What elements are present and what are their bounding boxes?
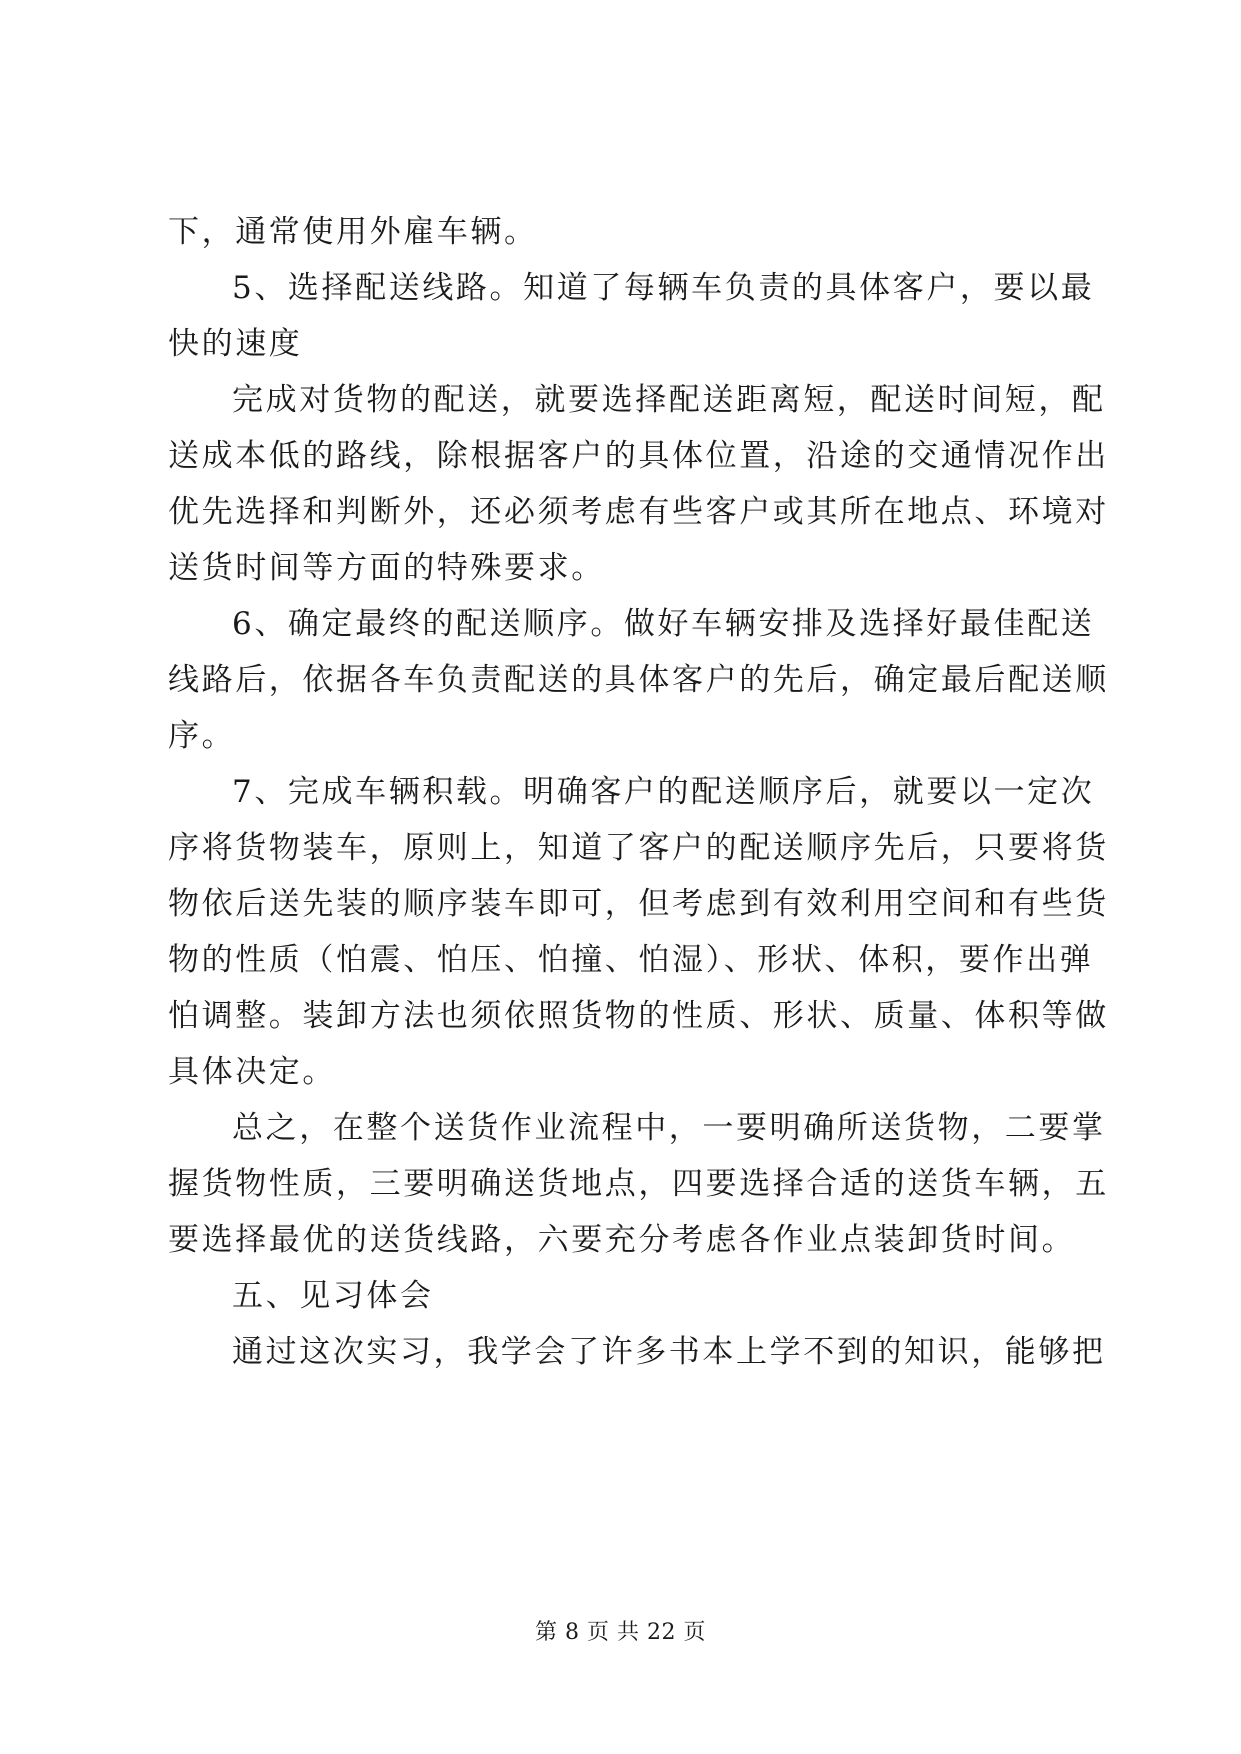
text-line: 线路后，依据各车负责配送的具体客户的先后，确定最后配送顺	[168, 662, 1109, 698]
text-line: 送货时间等方面的特殊要求。	[168, 550, 605, 586]
text-line: 具体决定。	[168, 1054, 336, 1090]
text-line: 总之，在整个送货作业流程中，一要明确所送货物，二要掌	[232, 1110, 1106, 1146]
text-line: 怕调整。装卸方法也须依照货物的性质、形状、质量、体积等做	[168, 998, 1109, 1034]
section-heading: 五、见习体会	[232, 1278, 434, 1314]
text-line: 下，通常使用外雇车辆。	[168, 214, 538, 250]
text-line: 物的性质（怕震、怕压、怕撞、怕湿）、形状、体积，要作出弹	[168, 942, 1094, 978]
page-number-footer: 第 8 页 共 22 页	[535, 1620, 706, 1645]
text-line: 物依后送先装的顺序装车即可，但考虑到有效利用空间和有些货	[168, 886, 1109, 922]
text-line: 序将货物装车，原则上，知道了客户的配送顺序先后，只要将货	[168, 830, 1109, 866]
text-line: 送成本低的路线，除根据客户的具体位置，沿途的交通情况作出	[168, 438, 1109, 474]
text-line: 5、选择配送线路。知道了每辆车负责的具体客户，要以最	[232, 270, 1095, 306]
text-line: 握货物性质，三要明确送货地点，四要选择合适的送货车辆，五	[168, 1166, 1109, 1202]
text-line: 完成对货物的配送，就要选择配送距离短，配送时间短，配	[232, 382, 1106, 418]
text-line: 通过这次实习，我学会了许多书本上学不到的知识，能够把	[232, 1334, 1106, 1370]
text-line: 快的速度	[168, 326, 303, 362]
text-line: 要选择最优的送货线路，六要充分考虑各作业点装卸货时间。	[168, 1222, 1076, 1258]
text-line: 6、确定最终的配送顺序。做好车辆安排及选择好最佳配送	[232, 606, 1095, 642]
text-line: 优先选择和判断外，还必须考虑有些客户或其所在地点、环境对	[168, 494, 1109, 530]
text-line: 7、完成车辆积载。明确客户的配送顺序后，就要以一定次	[232, 774, 1095, 810]
text-line: 序。	[168, 718, 236, 754]
